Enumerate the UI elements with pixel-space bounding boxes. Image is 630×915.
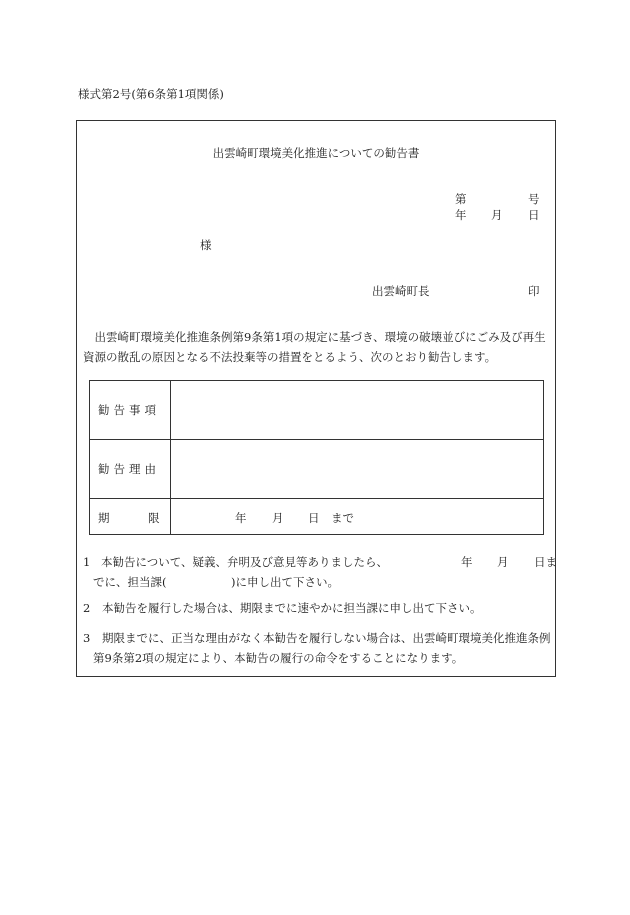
table-row — [90, 381, 544, 440]
recommendation-items-cell[interactable] — [171, 381, 544, 440]
date-day: 日 — [528, 208, 540, 222]
recommendation-table — [89, 380, 544, 535]
recommendation-reason-cell[interactable] — [171, 440, 544, 499]
note-2: 2 本勧告を履行した場合は、期限までに速やかに担当課に申し出て下さい。 — [83, 601, 482, 615]
date-month: 月 — [491, 208, 503, 222]
note-number: 3 — [83, 631, 91, 645]
doc-number-suffix: 号 — [528, 192, 540, 206]
deadline-month: 月 — [272, 510, 284, 525]
addressee-suffix: 様 — [200, 238, 212, 252]
date-year: 年 — [455, 208, 467, 222]
deadline-made: まで — [331, 510, 354, 525]
document-title: 出雲崎町環境美化推進についての勧告書 — [212, 146, 420, 160]
deadline-label: 期 限 — [90, 499, 171, 535]
deadline-day: 日 — [308, 510, 320, 525]
deadline-cell[interactable] — [171, 499, 544, 535]
table-row — [90, 499, 544, 535]
row-label: 勧告理由 — [90, 440, 171, 499]
table-row — [90, 440, 544, 499]
note-number: 1 — [83, 555, 91, 569]
issuer: 出雲崎町長 — [372, 284, 430, 298]
form-number: 様式第2号(第6条第1項関係) — [78, 87, 224, 101]
deadline-year: 年 — [235, 510, 247, 525]
note-3: 3 期限までに、正当な理由がなく本勧告を履行しない場合は、出雲崎町環境美化推進条例第9条第2項の規定により、本勧告の履行の命令をすることになります。 — [83, 631, 551, 665]
recommendation-form — [76, 120, 556, 677]
row-label: 勧告事項 — [90, 381, 171, 440]
note-number: 2 — [83, 601, 91, 615]
note-1: 1 本勧告について、疑義、弁明及び意見等ありましたら、 年 月 日ま でに、担当課( )に申し出て下さい。 — [83, 552, 553, 592]
body-text: 出雲崎町環境美化推進条例第9条第1項の規定に基づき、環境の破壊並びにごみ及び再生資源の散乱の原因となる不法投棄等の措置をとるよう、次のとおり勧告します。 — [83, 330, 546, 364]
doc-number-prefix: 第 — [455, 192, 467, 206]
seal-mark: 印 — [528, 284, 540, 298]
